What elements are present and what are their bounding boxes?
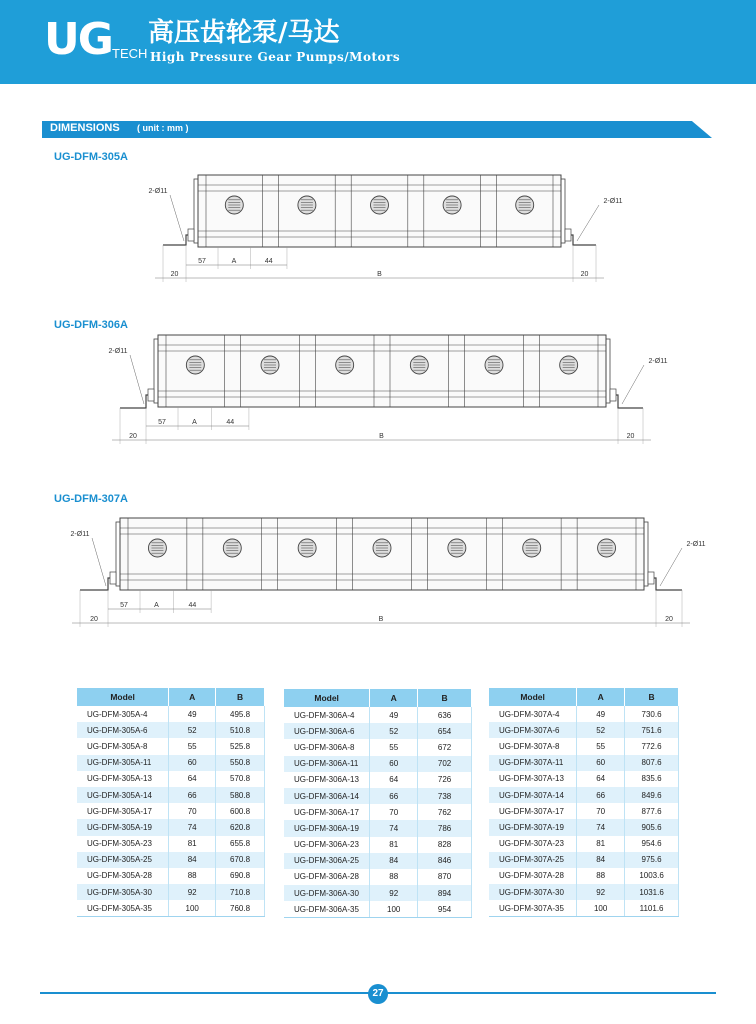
cell-model: UG-DFM-307A-19 <box>489 819 577 835</box>
cell-b: 690.8 <box>216 868 265 884</box>
cell-b: 580.8 <box>216 787 265 803</box>
dim-44: 44 <box>226 419 235 426</box>
cell-a: 100 <box>370 901 418 918</box>
cell-model: UG-DFM-305A-28 <box>77 868 169 884</box>
cell-b: 655.8 <box>216 836 265 852</box>
dimensions-table-306a <box>284 689 472 918</box>
table-row <box>77 900 265 917</box>
cell-a: 74 <box>577 819 625 835</box>
table-row <box>284 707 472 723</box>
drawing-title-306a: UG-DFM-306A <box>54 319 128 331</box>
dimensions-table-307a <box>489 688 679 917</box>
cell-b: 762 <box>418 804 472 820</box>
header-title-english: High Pressure Gear Pumps/Motors <box>150 50 401 64</box>
column-header-model: Model <box>489 688 577 706</box>
cell-a: 52 <box>169 722 216 738</box>
dim-left-20: 20 <box>90 616 98 623</box>
pump-drawing-307a <box>0 508 756 633</box>
bolt <box>610 389 616 401</box>
cell-b: 525.8 <box>216 738 265 754</box>
column-header-a: A <box>577 688 625 706</box>
hole-label-left: 2-Ø11 <box>108 348 128 355</box>
table-row <box>489 706 679 722</box>
cell-model: UG-DFM-306A-30 <box>284 885 370 901</box>
table-row <box>284 756 472 772</box>
cell-b: 894 <box>418 885 472 901</box>
dim-a: A <box>154 602 159 609</box>
drawing-title-307a: UG-DFM-307A <box>54 493 128 505</box>
cell-model: UG-DFM-306A-19 <box>284 820 370 836</box>
cell-a: 52 <box>577 722 625 738</box>
cell-model: UG-DFM-307A-25 <box>489 852 577 868</box>
cell-a: 55 <box>169 738 216 754</box>
column-header-a: A <box>169 688 216 706</box>
drawing-title-305a: UG-DFM-305A <box>54 151 128 163</box>
dim-left-20: 20 <box>129 433 137 440</box>
dimensions-table-305a <box>77 688 265 917</box>
cell-b: 905.6 <box>625 819 679 835</box>
cell-model: UG-DFM-305A-11 <box>77 755 169 771</box>
table-row <box>284 804 472 820</box>
cell-model: UG-DFM-305A-17 <box>77 803 169 819</box>
cell-b: 670.8 <box>216 852 265 868</box>
cell-model: UG-DFM-306A-11 <box>284 756 370 772</box>
table-row <box>77 787 265 803</box>
cell-model: UG-DFM-307A-30 <box>489 884 577 900</box>
cell-b: 772.6 <box>625 738 679 754</box>
cell-model: UG-DFM-306A-25 <box>284 853 370 869</box>
cell-b: 620.8 <box>216 819 265 835</box>
column-header-model: Model <box>77 688 169 706</box>
cell-b: 702 <box>418 756 472 772</box>
table-row <box>284 901 472 918</box>
cell-model: UG-DFM-307A-35 <box>489 900 577 917</box>
table-row <box>77 738 265 754</box>
section-unit: ( unit : mm ) <box>137 123 189 133</box>
dim-b: B <box>379 433 384 440</box>
leader-line <box>577 205 599 241</box>
cell-b: 1031.6 <box>625 884 679 900</box>
cell-a: 52 <box>370 723 418 739</box>
cell-model: UG-DFM-306A-23 <box>284 837 370 853</box>
table-row <box>284 820 472 836</box>
cell-b: 975.6 <box>625 852 679 868</box>
page-number: 27 <box>368 984 388 1004</box>
bolt <box>110 572 116 584</box>
table-row <box>489 771 679 787</box>
cell-a: 70 <box>169 803 216 819</box>
cell-model: UG-DFM-305A-13 <box>77 771 169 787</box>
leader-line <box>130 355 144 404</box>
company-logo: UG <box>44 14 112 65</box>
cell-b: 954.6 <box>625 836 679 852</box>
cell-a: 66 <box>169 787 216 803</box>
section-title: DIMENSIONS <box>50 122 120 134</box>
bolt <box>648 572 654 584</box>
cell-model: UG-DFM-306A-17 <box>284 804 370 820</box>
table-row <box>284 837 472 853</box>
cell-a: 84 <box>169 852 216 868</box>
cell-a: 66 <box>577 787 625 803</box>
leader-line <box>92 538 106 586</box>
cell-a: 60 <box>169 755 216 771</box>
cell-model: UG-DFM-305A-6 <box>77 722 169 738</box>
cell-b: 835.6 <box>625 771 679 787</box>
dim-57: 57 <box>120 602 128 609</box>
hole-label-right: 2-Ø11 <box>603 198 623 205</box>
cell-a: 92 <box>370 885 418 901</box>
table-row <box>489 884 679 900</box>
cell-b: 849.6 <box>625 787 679 803</box>
cell-b: 738 <box>418 788 472 804</box>
table-row <box>77 852 265 868</box>
cell-a: 92 <box>169 884 216 900</box>
cell-a: 49 <box>169 706 216 722</box>
cell-b: 654 <box>418 723 472 739</box>
cell-model: UG-DFM-305A-25 <box>77 852 169 868</box>
pump-drawing-305a <box>0 165 756 290</box>
cell-a: 49 <box>370 707 418 723</box>
table-row <box>489 803 679 819</box>
cell-a: 60 <box>370 756 418 772</box>
dim-right-20: 20 <box>580 271 589 278</box>
table-row <box>489 738 679 754</box>
table-row <box>77 884 265 900</box>
cell-b: 710.8 <box>216 884 265 900</box>
cell-model: UG-DFM-305A-8 <box>77 738 169 754</box>
cell-model: UG-DFM-307A-23 <box>489 836 577 852</box>
dim-b: B <box>378 616 384 623</box>
table-row <box>284 772 472 788</box>
cell-a: 60 <box>577 755 625 771</box>
dim-b: B <box>377 271 382 278</box>
cell-model: UG-DFM-305A-35 <box>77 900 169 917</box>
hole-label-left: 2-Ø11 <box>70 531 90 538</box>
dim-right-20: 20 <box>665 616 673 623</box>
cell-model: UG-DFM-307A-14 <box>489 787 577 803</box>
table-row <box>77 771 265 787</box>
hole-label-right: 2-Ø11 <box>648 358 668 365</box>
cell-model: UG-DFM-306A-35 <box>284 901 370 918</box>
cell-b: 510.8 <box>216 722 265 738</box>
cell-b: 1101.6 <box>625 900 679 917</box>
cell-b: 870 <box>418 869 472 885</box>
cell-b: 730.6 <box>625 706 679 722</box>
cell-b: 760.8 <box>216 900 265 917</box>
cell-a: 64 <box>577 771 625 787</box>
cell-a: 88 <box>370 869 418 885</box>
table-row <box>489 868 679 884</box>
column-header-a: A <box>370 689 418 707</box>
dim-a: A <box>231 258 237 265</box>
cell-a: 81 <box>577 836 625 852</box>
cell-a: 88 <box>577 868 625 884</box>
table-row <box>284 853 472 869</box>
table-row <box>489 836 679 852</box>
logo-subtitle: TECH <box>112 46 148 61</box>
cell-b: 550.8 <box>216 755 265 771</box>
leader-line <box>170 195 184 241</box>
cell-a: 92 <box>577 884 625 900</box>
hole-label-right: 2-Ø11 <box>686 541 706 548</box>
table-row <box>489 852 679 868</box>
cell-a: 84 <box>370 853 418 869</box>
leader-line <box>622 365 644 404</box>
cell-b: 672 <box>418 739 472 755</box>
table-row <box>284 885 472 901</box>
cell-model: UG-DFM-306A-6 <box>284 723 370 739</box>
cell-model: UG-DFM-305A-19 <box>77 819 169 835</box>
cell-model: UG-DFM-306A-14 <box>284 788 370 804</box>
cell-model: UG-DFM-305A-4 <box>77 706 169 722</box>
page-header <box>0 0 756 84</box>
dim-left-20: 20 <box>170 271 179 278</box>
cell-a: 66 <box>370 788 418 804</box>
cell-b: 570.8 <box>216 771 265 787</box>
cell-b: 828 <box>418 837 472 853</box>
cell-b: 600.8 <box>216 803 265 819</box>
column-header-b: B <box>625 688 679 706</box>
bolt <box>148 389 154 401</box>
column-header-model: Model <box>284 689 370 707</box>
dim-44: 44 <box>188 602 197 609</box>
cell-a: 70 <box>577 803 625 819</box>
cell-a: 88 <box>169 868 216 884</box>
cell-b: 877.6 <box>625 803 679 819</box>
cell-a: 100 <box>169 900 216 917</box>
cell-a: 74 <box>169 819 216 835</box>
bolt <box>565 229 571 241</box>
cell-model: UG-DFM-307A-4 <box>489 706 577 722</box>
cell-a: 100 <box>577 900 625 917</box>
table-row <box>284 739 472 755</box>
cell-model: UG-DFM-306A-8 <box>284 739 370 755</box>
table-row <box>284 788 472 804</box>
header-title-chinese: 高压齿轮泵/马达 <box>148 18 340 48</box>
table-row <box>489 755 679 771</box>
hole-label-left: 2-Ø11 <box>148 188 168 195</box>
table-row <box>77 803 265 819</box>
cell-model: UG-DFM-306A-4 <box>284 707 370 723</box>
cell-a: 55 <box>370 739 418 755</box>
cell-b: 786 <box>418 820 472 836</box>
cell-model: UG-DFM-307A-13 <box>489 771 577 787</box>
cell-a: 64 <box>169 771 216 787</box>
column-header-b: B <box>418 689 472 707</box>
cell-a: 55 <box>577 738 625 754</box>
cell-a: 64 <box>370 772 418 788</box>
cell-model: UG-DFM-306A-13 <box>284 772 370 788</box>
cell-model: UG-DFM-305A-30 <box>77 884 169 900</box>
cell-model: UG-DFM-307A-6 <box>489 722 577 738</box>
cell-model: UG-DFM-307A-11 <box>489 755 577 771</box>
table-row <box>77 868 265 884</box>
cell-b: 495.8 <box>216 706 265 722</box>
bolt <box>188 229 194 241</box>
cell-b: 1003.6 <box>625 868 679 884</box>
cell-b: 726 <box>418 772 472 788</box>
leader-line <box>660 548 682 586</box>
table-row <box>77 755 265 771</box>
cell-a: 84 <box>577 852 625 868</box>
cell-model: UG-DFM-307A-17 <box>489 803 577 819</box>
table-row <box>77 819 265 835</box>
cell-a: 49 <box>577 706 625 722</box>
cell-model: UG-DFM-307A-28 <box>489 868 577 884</box>
dim-right-20: 20 <box>626 433 635 440</box>
cell-b: 751.6 <box>625 722 679 738</box>
table-row <box>489 787 679 803</box>
cell-b: 807.6 <box>625 755 679 771</box>
column-header-b: B <box>216 688 265 706</box>
pump-body <box>158 335 606 407</box>
table-row <box>489 819 679 835</box>
dim-57: 57 <box>158 419 166 426</box>
dim-57: 57 <box>198 258 206 265</box>
cell-model: UG-DFM-305A-14 <box>77 787 169 803</box>
cell-model: UG-DFM-306A-28 <box>284 869 370 885</box>
cell-model: UG-DFM-305A-23 <box>77 836 169 852</box>
cell-b: 846 <box>418 853 472 869</box>
cell-a: 81 <box>169 836 216 852</box>
pump-drawing-306a <box>0 330 756 450</box>
table-row <box>77 836 265 852</box>
dim-44: 44 <box>264 258 273 265</box>
table-row <box>77 706 265 722</box>
table-row <box>284 723 472 739</box>
cell-a: 74 <box>370 820 418 836</box>
table-row <box>77 722 265 738</box>
cell-b: 954 <box>418 901 472 918</box>
table-row <box>489 900 679 917</box>
table-row <box>284 869 472 885</box>
cell-a: 70 <box>370 804 418 820</box>
cell-model: UG-DFM-307A-8 <box>489 738 577 754</box>
dim-a: A <box>192 419 197 426</box>
cell-b: 636 <box>418 707 472 723</box>
cell-a: 81 <box>370 837 418 853</box>
table-row <box>489 722 679 738</box>
